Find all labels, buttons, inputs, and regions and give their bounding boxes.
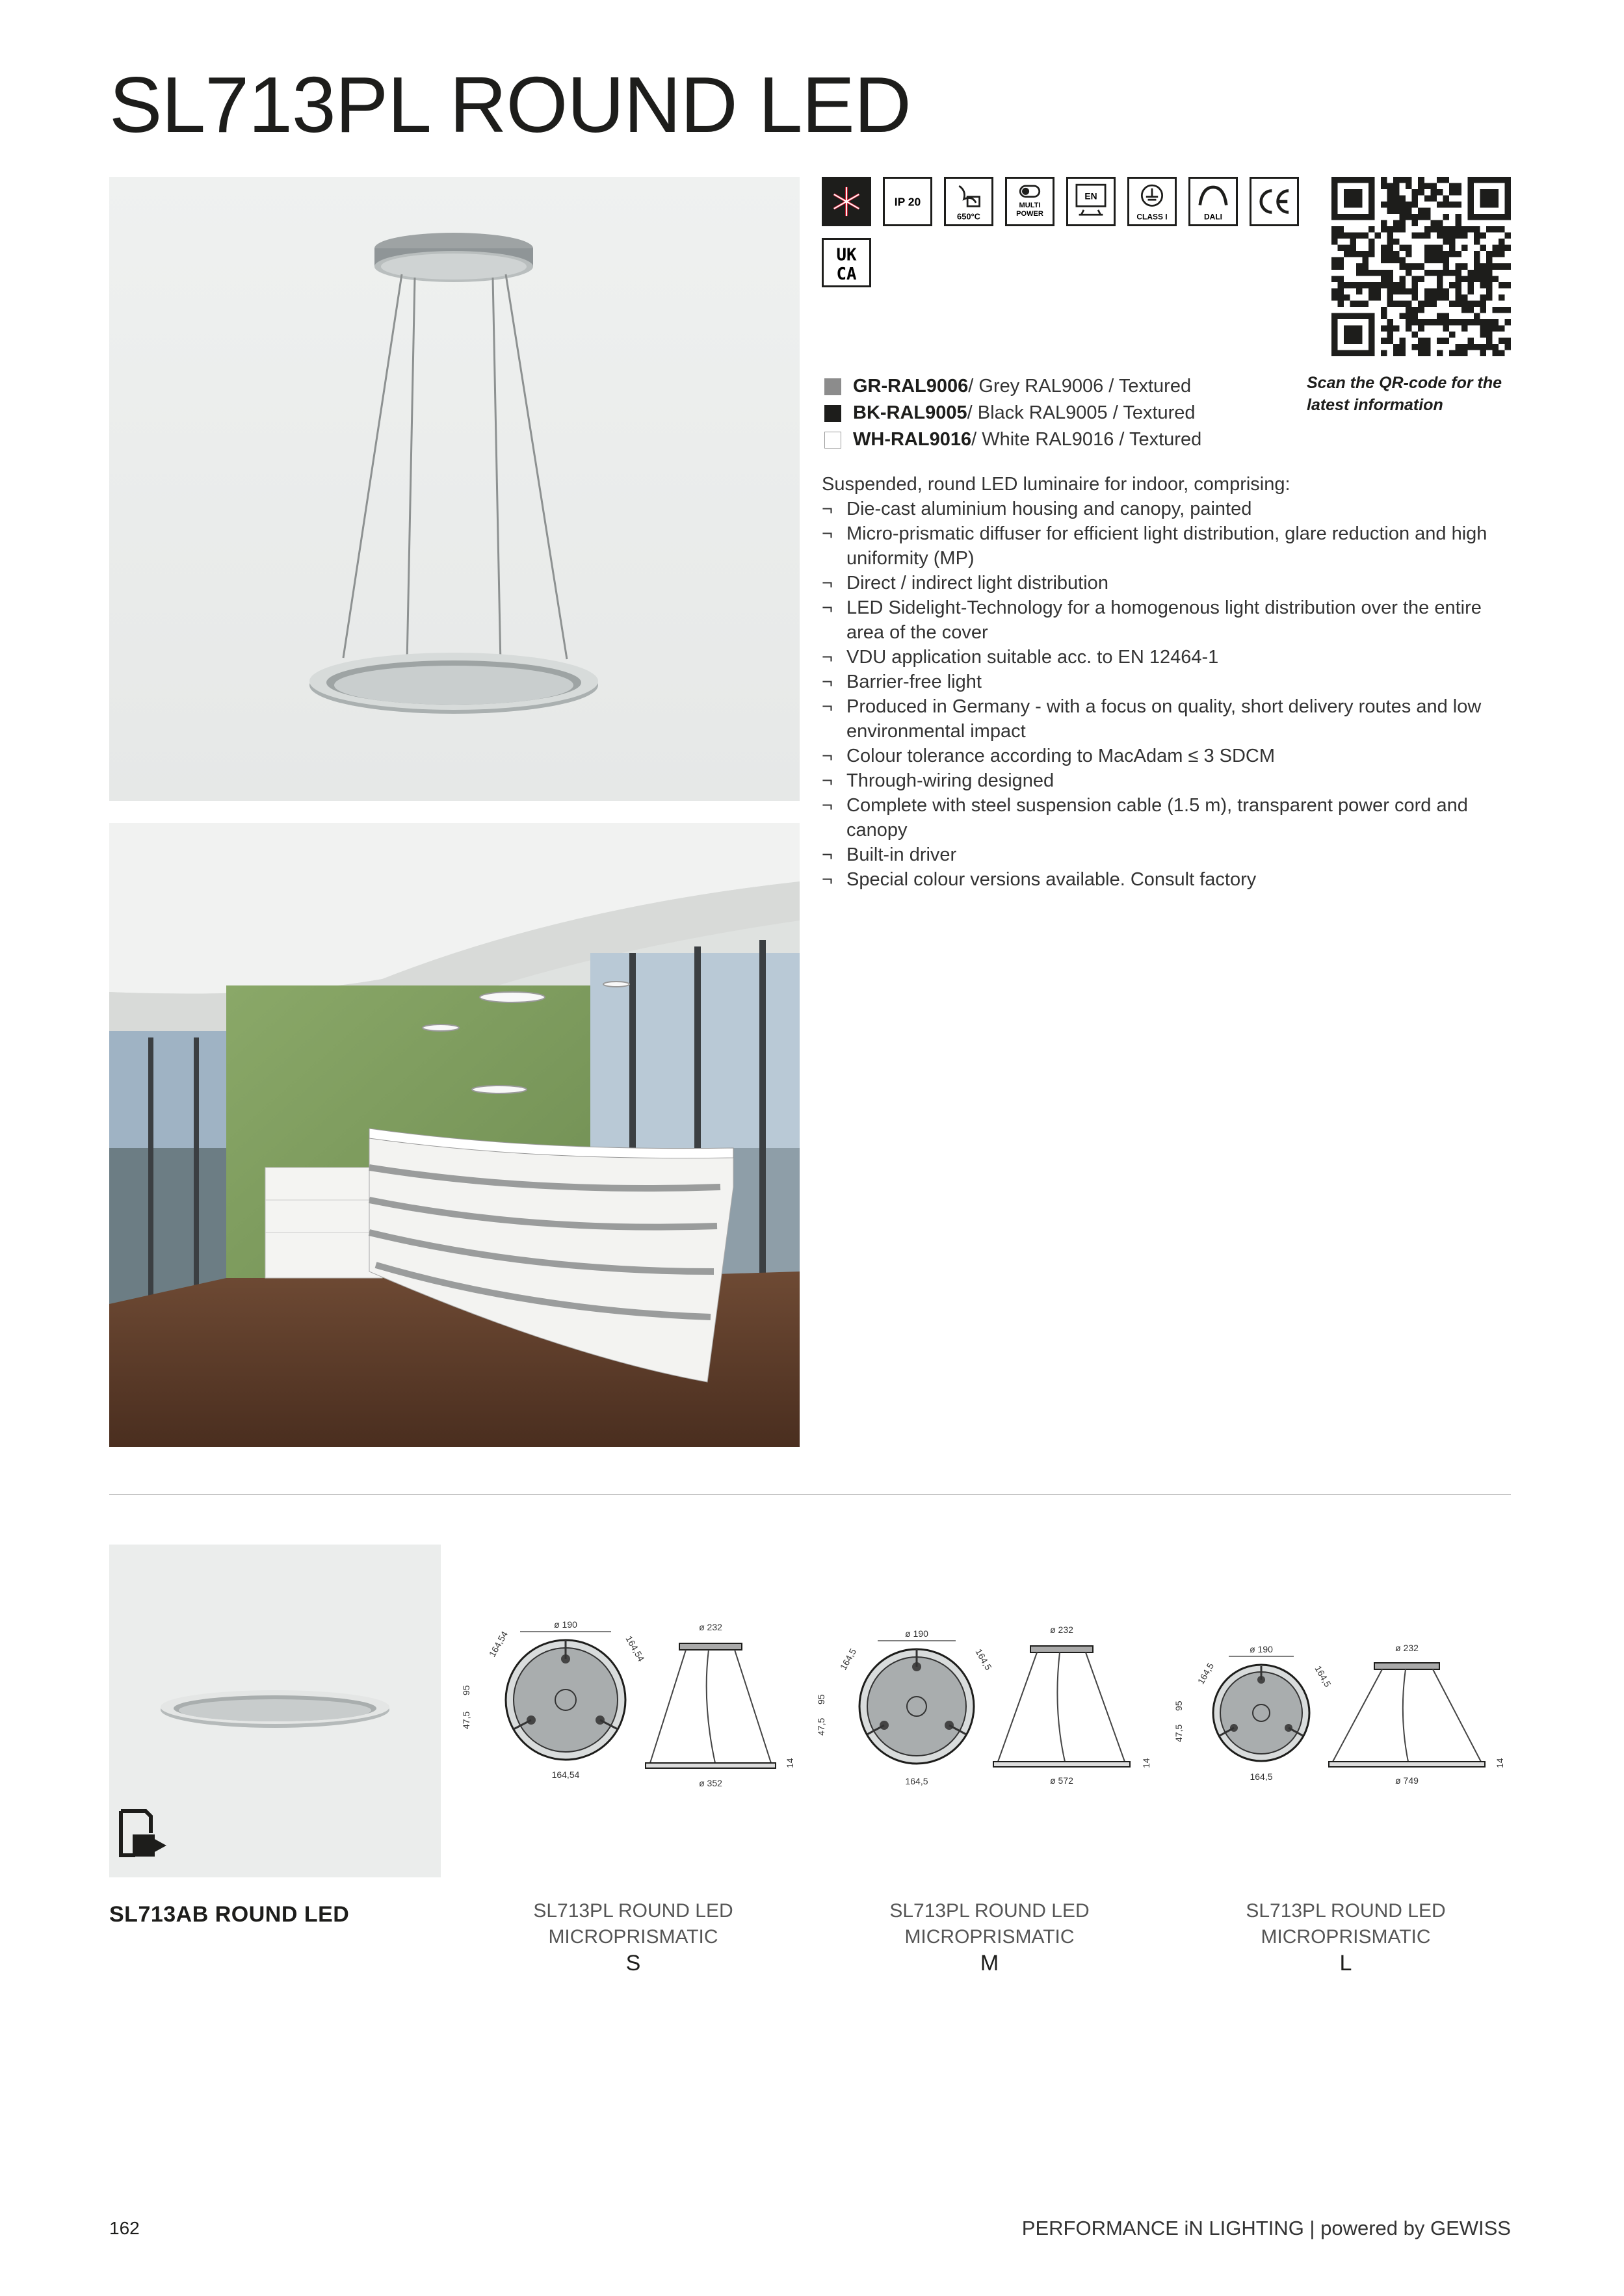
related-product-label[interactable]: SL713AB ROUND LED xyxy=(109,1902,350,1927)
class-i-icon xyxy=(1127,177,1177,226)
page-number: 162 xyxy=(109,2218,140,2238)
variant-label-l[interactable] xyxy=(1168,1898,1524,1976)
product-image xyxy=(109,177,800,801)
svg-text:CA: CA xyxy=(836,264,857,284)
feature-item: ¬ LED Sidelight-Technology for a homogenous light distribution over the entire area of the cover xyxy=(822,595,1517,645)
qr-code[interactable] xyxy=(1331,177,1511,356)
svg-text:ø 190: ø 190 xyxy=(1250,1644,1273,1654)
qr-caption: Scan the QR-code for the latest information xyxy=(1307,374,1502,414)
feature-item: ¬ Barrier-free light xyxy=(822,670,1517,694)
svg-text:164,54: 164,54 xyxy=(486,1629,510,1659)
colour-option xyxy=(824,373,1201,400)
feature-item: ¬ Built-in driver xyxy=(822,842,1517,867)
section-divider xyxy=(109,1494,1511,1495)
multi-power-icon xyxy=(1005,177,1054,226)
feature-item: ¬ Through-wiring designed xyxy=(822,768,1517,793)
technical-drawing-s xyxy=(455,1612,806,1807)
svg-text:14: 14 xyxy=(785,1758,795,1768)
colour-description: / White RAL9016 / Textured xyxy=(971,429,1202,450)
feature-item: ¬ Micro-prismatic diffuser for efficient light distribution, glare reduction and high uniformity (MP) xyxy=(822,521,1517,571)
svg-text:164,54: 164,54 xyxy=(551,1769,580,1780)
feature-item: ¬ Produced in Germany - with a focus on quality, short delivery routes and low environmental impact xyxy=(822,694,1517,744)
variant-label-m[interactable] xyxy=(811,1898,1168,1976)
ip20-label: IP 20 xyxy=(894,195,921,209)
led-icon xyxy=(822,177,871,226)
svg-text:164,5: 164,5 xyxy=(973,1647,994,1672)
colour-swatch xyxy=(824,405,841,422)
colour-option xyxy=(824,400,1201,426)
colour-swatch xyxy=(824,378,841,395)
svg-text:164,5: 164,5 xyxy=(1313,1663,1333,1689)
glow-wire-icon xyxy=(944,177,993,226)
variant-name: SL713PL ROUND LED MICROPRISMATIC xyxy=(1246,1900,1446,1948)
svg-text:95: 95 xyxy=(461,1685,471,1695)
reception-illustration xyxy=(109,823,800,1447)
svg-text:164,5: 164,5 xyxy=(905,1776,928,1786)
colour-options xyxy=(824,373,1201,453)
svg-text:164,5: 164,5 xyxy=(1250,1771,1273,1782)
feature-item: ¬ VDU application suitable acc. to EN 12464-1 xyxy=(822,645,1517,670)
vdu-en-label: EN xyxy=(1084,190,1097,202)
colour-swatch xyxy=(824,432,841,449)
technical-drawing-l xyxy=(1170,1632,1515,1807)
svg-text:14: 14 xyxy=(1495,1758,1505,1768)
svg-text:14: 14 xyxy=(1141,1758,1151,1768)
variant-size: S xyxy=(625,1951,641,1976)
svg-text:47,5: 47,5 xyxy=(1173,1724,1184,1742)
related-product-image[interactable] xyxy=(109,1545,441,1877)
svg-text:ø 190: ø 190 xyxy=(554,1619,577,1630)
feature-item: ¬ Colour tolerance according to MacAdam ≤ 3 SDCM xyxy=(822,744,1517,768)
svg-text:MULTI: MULTI xyxy=(1019,202,1041,210)
link-arrow-icon[interactable] xyxy=(117,1807,169,1859)
svg-text:47,5: 47,5 xyxy=(816,1717,826,1736)
office-scene-image xyxy=(109,823,800,1447)
svg-text:ø 232: ø 232 xyxy=(1050,1624,1073,1635)
feature-item: ¬ Die-cast aluminium housing and canopy, painted xyxy=(822,497,1517,521)
ukca-icon xyxy=(822,238,871,287)
colour-code: GR-RAL9006 xyxy=(853,376,969,397)
dali-label: DALI xyxy=(1204,212,1222,222)
variant-size: L xyxy=(1339,1951,1352,1976)
variant-name: SL713PL ROUND LED MICROPRISMATIC xyxy=(533,1900,733,1948)
pendant-luminaire-illustration xyxy=(109,177,800,801)
feature-item: ¬ Special colour versions available. Consult factory xyxy=(822,867,1517,892)
colour-description: / Grey RAL9006 / Textured xyxy=(968,376,1192,397)
vdu-en-icon xyxy=(1066,177,1116,226)
svg-text:95: 95 xyxy=(1173,1701,1184,1711)
svg-text:ø 190: ø 190 xyxy=(905,1628,928,1639)
footer-brand: PERFORMANCE iN LIGHTING | powered by GEWISS xyxy=(1021,2217,1511,2239)
variant-label-s[interactable] xyxy=(455,1898,811,1976)
feature-item: ¬ Complete with steel suspension cable (1.5 m), transparent power cord and canopy xyxy=(822,793,1517,842)
svg-text:164,5: 164,5 xyxy=(1195,1661,1216,1686)
svg-text:POWER: POWER xyxy=(1016,210,1043,218)
colour-description: / Black RAL9005 / Textured xyxy=(967,402,1196,423)
feature-item: ¬ Direct / indirect light distribution xyxy=(822,571,1517,595)
glow-wire-label: 650°C xyxy=(957,211,980,222)
svg-text:UK: UK xyxy=(836,245,857,265)
colour-code: BK-RAL9005 xyxy=(853,402,967,423)
svg-text:95: 95 xyxy=(816,1694,826,1704)
class-i-label: CLASS I xyxy=(1136,212,1168,222)
variant-name: SL713PL ROUND LED MICROPRISMATIC xyxy=(889,1900,1090,1948)
dali-icon xyxy=(1188,177,1238,226)
variant-size: M xyxy=(980,1951,999,1976)
colour-option xyxy=(824,426,1201,453)
svg-text:ø 572: ø 572 xyxy=(1050,1775,1073,1786)
svg-text:47,5: 47,5 xyxy=(461,1711,471,1729)
svg-text:164,54: 164,54 xyxy=(623,1634,647,1663)
svg-text:ø 749: ø 749 xyxy=(1395,1775,1419,1786)
page-title: SL713PL ROUND LED xyxy=(109,60,911,149)
ce-icon xyxy=(1250,177,1299,226)
description-lead: Suspended, round LED luminaire for indoor, comprising: xyxy=(822,474,1290,495)
ip20-icon xyxy=(883,177,932,226)
svg-text:ø 232: ø 232 xyxy=(1395,1643,1419,1653)
svg-text:ø 232: ø 232 xyxy=(699,1622,722,1632)
svg-text:ø 352: ø 352 xyxy=(699,1778,722,1788)
colour-code: WH-RAL9016 xyxy=(853,429,972,450)
qr-code-graphic xyxy=(1331,177,1511,356)
svg-text:164,5: 164,5 xyxy=(837,1647,859,1672)
technical-drawing-m xyxy=(813,1619,1164,1807)
feature-list xyxy=(822,472,1517,892)
